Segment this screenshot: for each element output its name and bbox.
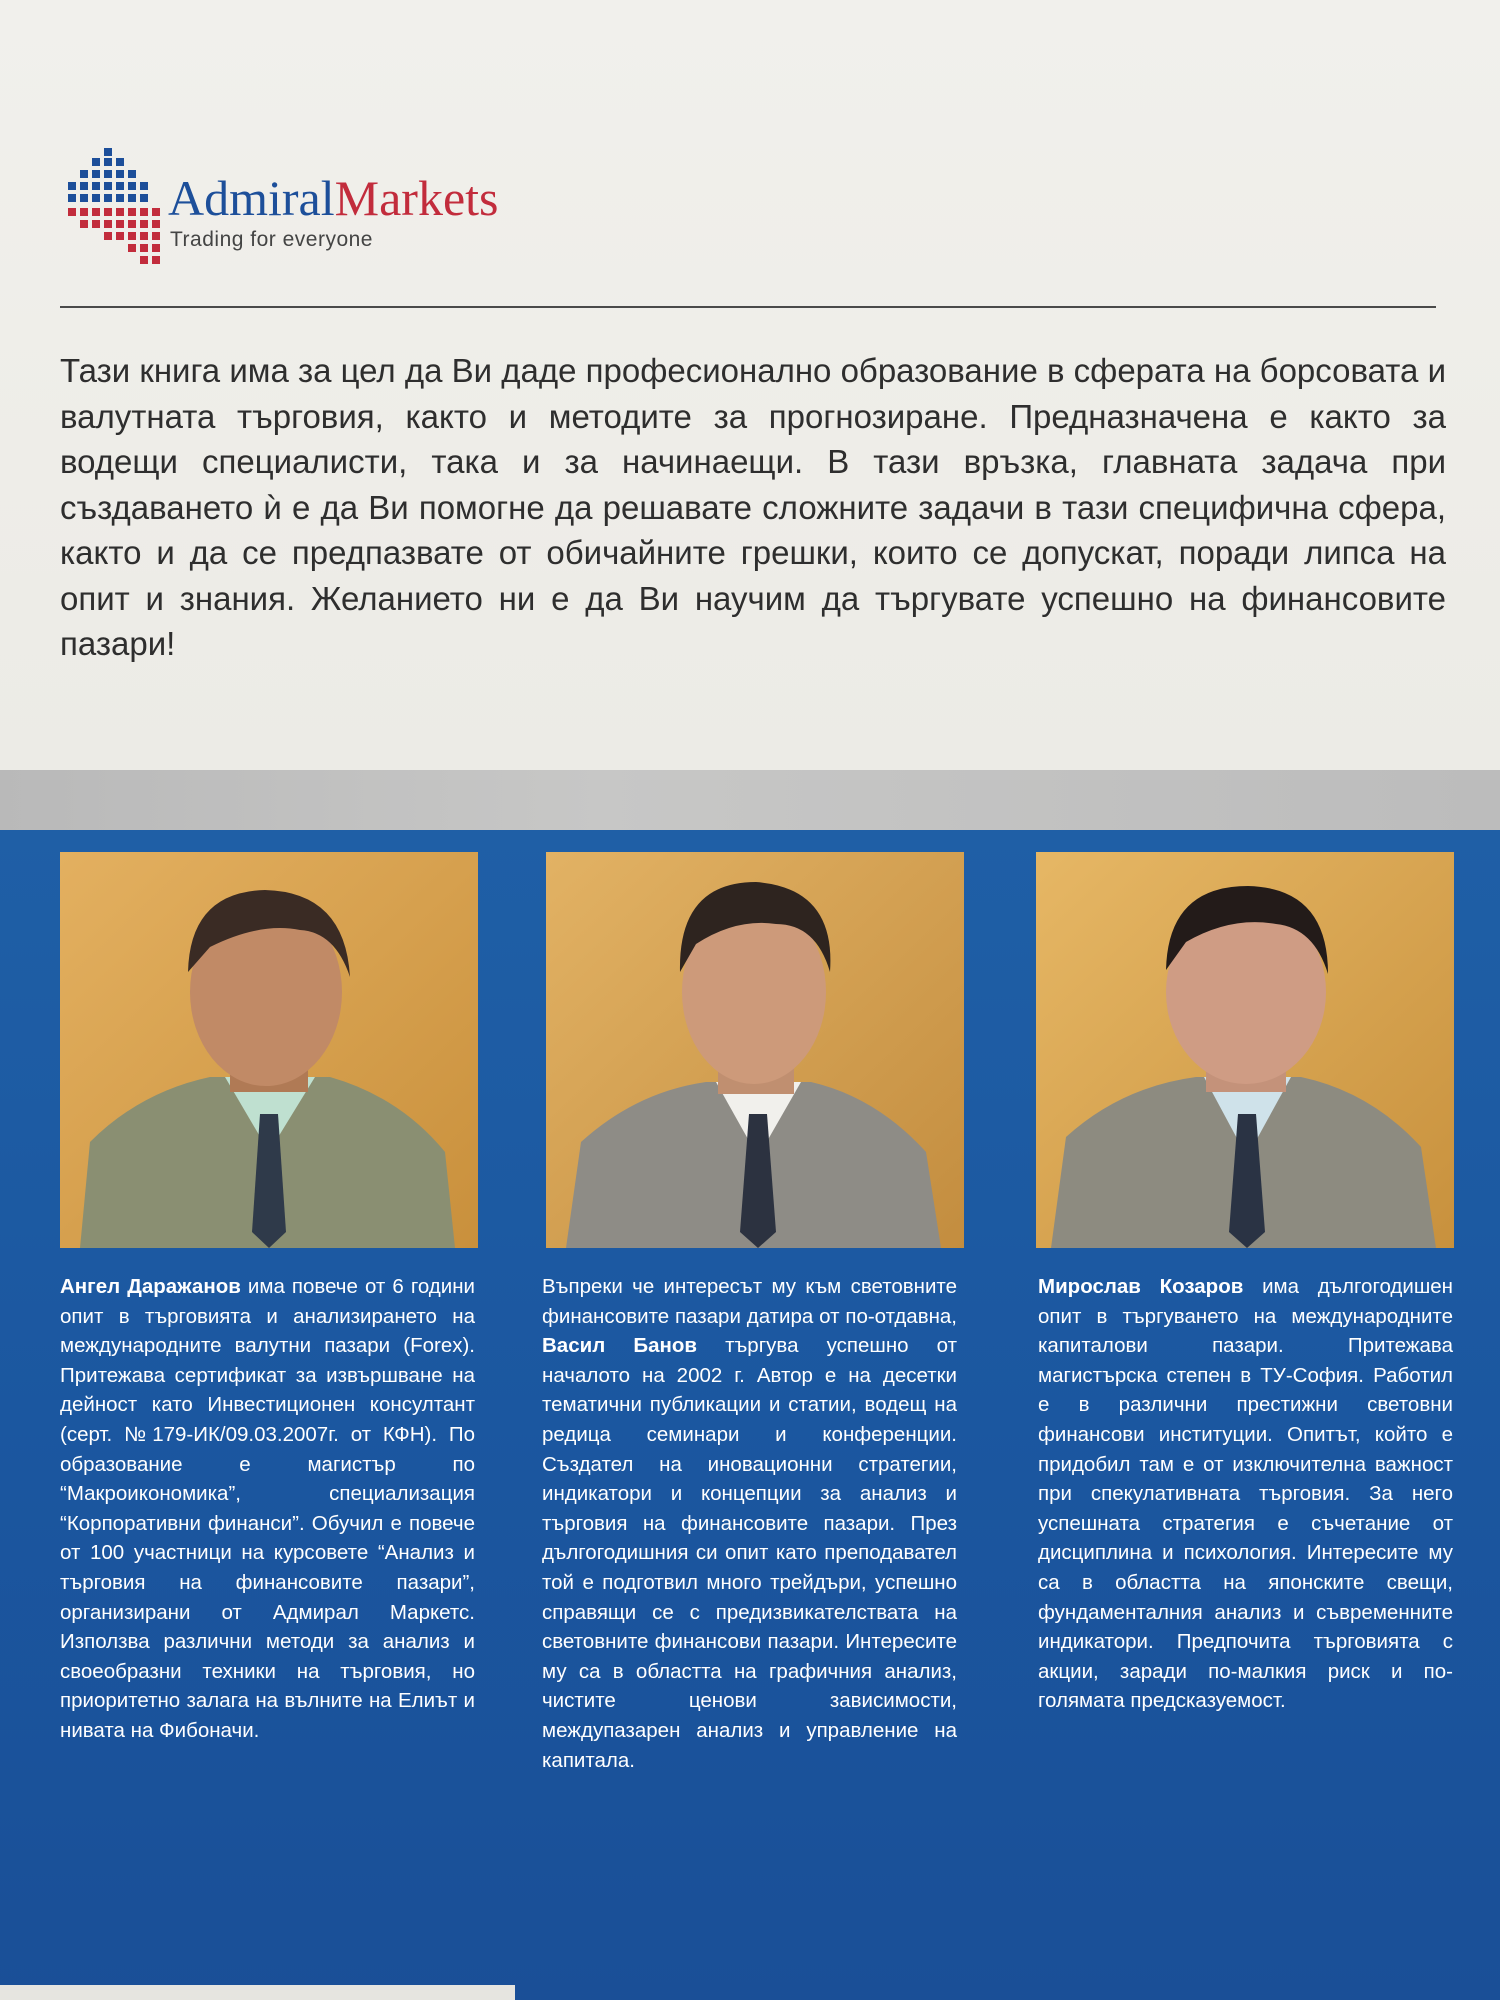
author-bio-text-1: има повече от 6 години опит в търговията и анализирането на международните валутни пазари (Forex). Притежава сертификат за извършване на дейност като Инвестиционен консултант (серт. №179-ИК/09.03.2007г. от КФН). По образование е магистър по “Макроикономика”, специализация “Корпоративни финанси”. Обучил е повече от 100 участници на курсовете “Анализ и търговия на финансовите пазари”, организирани от Адмирал Маркетс. Използва различни методи за анализ и своеобразни техники на търговия, но приоритетно залага на вълните на Елиът и нивата на Фибоначи.	[60, 1275, 475, 1742]
bar-chart-logo-icon	[68, 148, 168, 276]
author-name-1: Ангел Даражанов	[60, 1275, 241, 1298]
page-corner	[0, 1985, 515, 2000]
brand-name-admiral: Admiral	[168, 170, 335, 226]
brand-name	[168, 170, 498, 226]
author-photo-2	[546, 852, 964, 1248]
author-bio-text-2b: търгува успешно от началото на 2002 г. Автор е на десетки тематични публикации и статии, водещ на редица семинари и конференции. Създател на иновационни стратегии, индикатори и концепции за анализ и търговия на финансовите пазари. През дългогодишния си опит като преподавател той е подготвил много трейдъри, успешно справящи се с предизвикателствата на световните финансови пазари. Интересите му са в областта на графичния анализ, чистите ценови зависимости, междупазарен анализ и управление на капитала.	[542, 1334, 957, 1772]
intro-paragraph: Тази книга има за цел да Ви даде професионално образование в сферата на борсовата и валутната търговия, както и методите за прогнозиране. Предназначена е както за водещи специалисти, така и за начинаещи. В тази връзка, главната задача при създаването ѝ е да Ви помогне да решавате сложните задачи в тази специфична сфера, както и да се предпазвате от обичайните грешки, които се допускат, поради липса на опит и знания. Желанието ни е да Ви научим да търгувате успешно на финансовите пазари!	[60, 352, 1446, 662]
author-bio-1	[60, 1272, 475, 1746]
author-name-2: Васил Банов	[542, 1334, 697, 1358]
author-bio-2	[542, 1272, 957, 1775]
author-bio-3	[1038, 1272, 1453, 1716]
author-photo-3	[1036, 852, 1454, 1248]
author-name-3: Мирослав Козаров	[1038, 1275, 1244, 1298]
brand-name-markets: Markets	[334, 170, 499, 226]
author-photo-1	[60, 852, 478, 1248]
brand-tagline: Trading for everyone	[170, 228, 373, 251]
admiral-markets-logo	[68, 148, 588, 278]
gray-band	[0, 770, 1500, 830]
author-bio-text-3: има дългогодишен опит в търгуването на международните капиталови пазари. Притежава магистърска степен в ТУ-София. Работил е в различни престижни световни финансови институции. Опитът, който е придобил там е от изключителна важност при спекулативната търговия. За него успешната стратегия е съчетание от дисциплина и психология. Интересите му са в областта на японските свещи, фундаменталния анализ и съвременните индикатори. Предпочита търговията с акции, заради по-малкия риск и по-голямата предсказуемост.	[1038, 1275, 1454, 1713]
divider	[60, 306, 1436, 308]
author-bio-text-2a: Въпреки че интересът му към световните финансовите пазари датира от по-отдавна,	[542, 1275, 957, 1328]
